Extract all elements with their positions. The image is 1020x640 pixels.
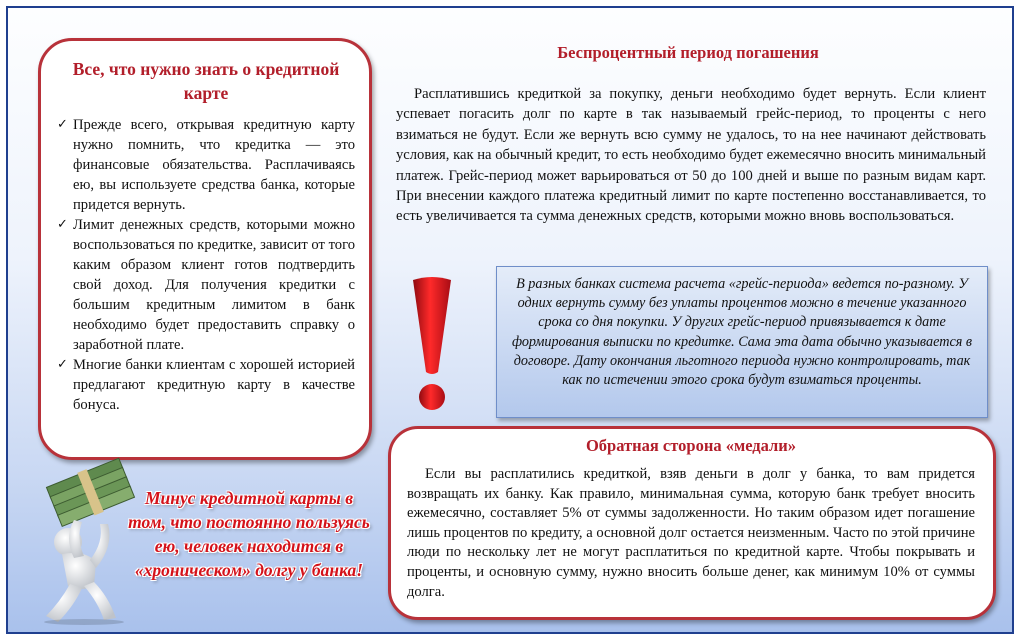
reverse-side-text: Если вы расплатились кредиткой, взяв деньги в долг у банка, то вам придется возвращать их банку. Как правило, минимальная сумма, которую банк требует вносить ежемесячно, составляет 5% от суммы задолженности. Но таким образом идет погашение лишь процентов по кредиту, а основной долг остается неизменным. Часто по этой причине люди по нескольку лет не могут расплатиться по кредитной карте. Чтобы покрывать и проценты, и основную сумму, нужно вносить больше денег, как минимум 10% от суммы долга. (407, 466, 975, 600)
grace-period-title: Беспроцентный период погашения (557, 43, 819, 62)
list-item (57, 115, 355, 215)
credit-card-facts-list (57, 115, 355, 415)
list-item (57, 215, 355, 355)
credit-card-minus-note: Минус кредитной карты в том, что постоянно пользуясь ею, человек находится в «хроническом» долгу у банка! (128, 488, 370, 580)
credit-card-facts-title: Все, что нужно знать о кредитной карте (72, 59, 340, 103)
grace-period-text: Расплатившись кредиткой за покупку, деньги необходимо будет вернуть. Если клиент успевает погасить долг по карте в так называемый грейс-период, то проценты с него взиматься не будут. Если же вернуть всю сумму не удалось, то на нее начинают действовать условия, как на обычный кредит, то есть необходимо будет ежемесячно вносить минимальный платеж. Грейс-период может варьироваться от 50 до 100 дней и выше по разным видам карт. При внесении каждого платежа кредитный лимит по карте постепенно восстанавливается, то есть увеличивается та сумма денежных средств, которыми можно вновь воспользоваться. (396, 86, 986, 225)
poster-frame (6, 6, 1014, 634)
reverse-side-card (388, 426, 996, 620)
checkmark-icon: ✓ (57, 357, 68, 372)
checkmark-icon: ✓ (57, 117, 68, 132)
list-item (57, 355, 355, 415)
credit-card-facts-card (38, 38, 372, 460)
exclamation-mark-icon (410, 276, 454, 414)
list-item-text: Многие банки клиентам с хорошей историей предлагают кредитную карту в качестве бонуса. (73, 357, 355, 413)
list-item-text: Прежде всего, открывая кредитную карту нужно помнить, что кредитка — это финансовые обязательства. Расплачиваясь ею, вы используете средства банка, которые придется вернуть. (73, 117, 355, 213)
list-item-text: Лимит денежных средств, которыми можно воспользоваться по кредитке, зависит от того каким образом клиент готов подтвердить свой доход. Для получения кредитки с большим кредитным лимитом в банк необходимо будет предоставить справку о заработной плате. (73, 217, 355, 353)
grace-period-info-box: В разных банках система расчета «грейс-периода» ведется по-разному. У одних вернуть сумму без уплаты процентов можно в течение указанного срока со дня покупки. У других грейс-период привязывается к дате формирования выписки по кредитке. Сама эта дата обычно указывается в договоре. Дату окончания льготного периода нужно контролировать, так как по истечении этого срока будут взиматься проценты. (496, 266, 988, 418)
reverse-side-title: Обратная сторона «медали» (585, 436, 797, 455)
checkmark-icon: ✓ (57, 217, 68, 232)
